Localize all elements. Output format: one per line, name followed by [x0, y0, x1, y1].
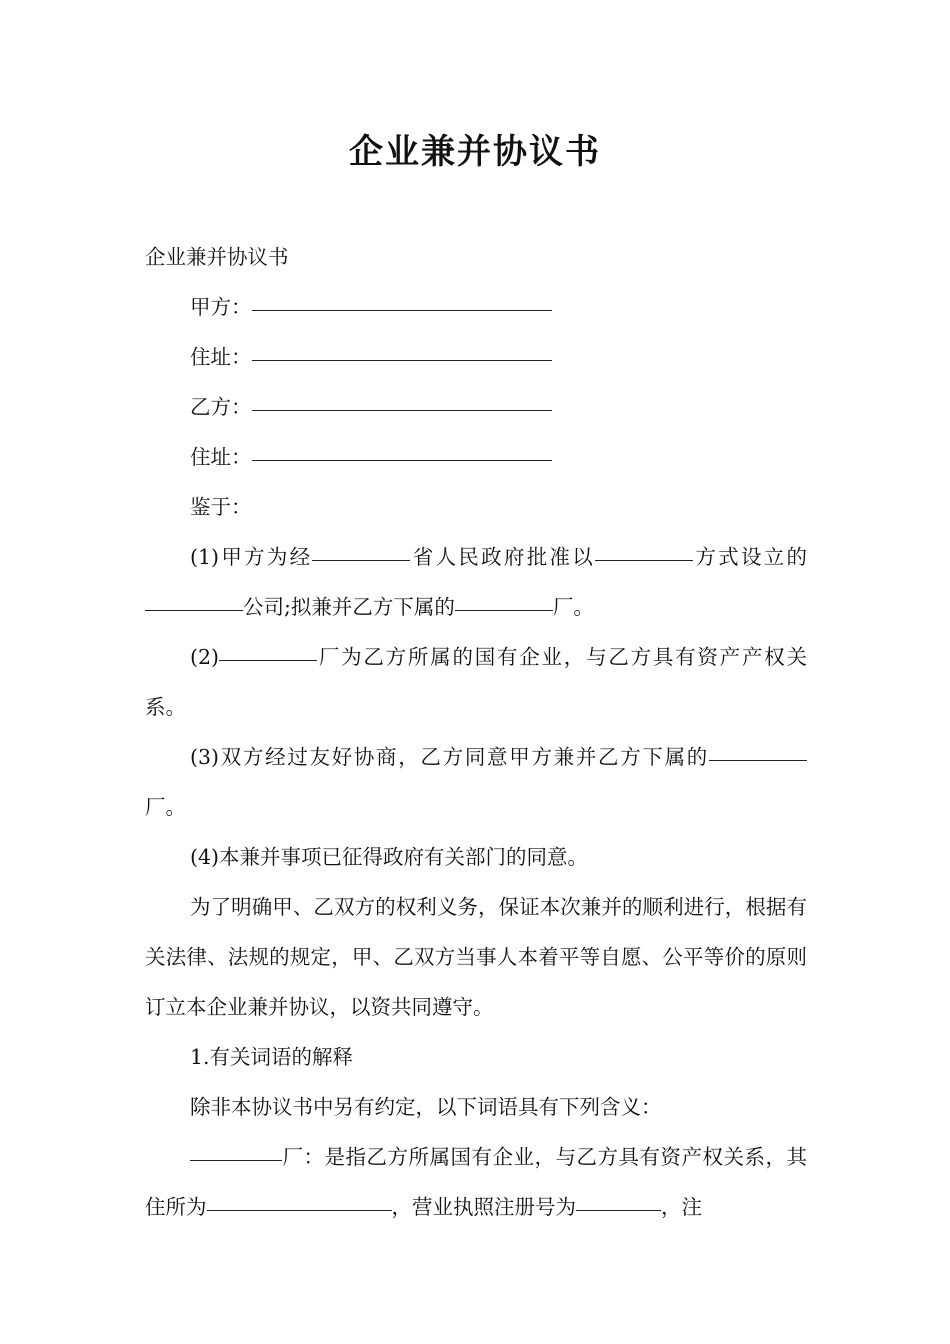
blank: [576, 1210, 661, 1211]
document-title: 企业兼并协议书: [349, 132, 601, 172]
clause-1: [145, 532, 807, 632]
blank: [190, 1160, 282, 1161]
party-b-field: [145, 382, 807, 432]
document-body: [145, 232, 807, 1232]
party-b-blank: [252, 410, 552, 411]
blank: [312, 560, 410, 561]
clause-3-text-a: (3)双方经过友好协商，乙方同意甲方兼并乙方下属的: [190, 745, 709, 769]
clause-3: [145, 732, 807, 832]
party-a-blank: [252, 310, 552, 311]
blank: [207, 1210, 392, 1211]
definition-paragraph: [145, 1132, 807, 1232]
party-a-address-field: [145, 332, 807, 382]
definition-text-a: 厂：是指乙方所属国有企业，与乙方具有资产权关系，其住所为: [145, 1145, 807, 1219]
party-a-address-blank: [252, 360, 552, 361]
section-1-heading: 1.有关词语的解释: [190, 1045, 354, 1069]
blank-continued: [795, 760, 807, 761]
blank: [145, 610, 243, 611]
document-subtitle: 企业兼并协议书: [145, 245, 289, 269]
blank: [709, 760, 795, 761]
clause-4: (4)本兼并事项已征得政府有关部门的同意。: [190, 845, 589, 869]
section-1-intro: 除非本协议书中另有约定，以下词语具有下列含义：: [190, 1095, 662, 1119]
blank: [455, 610, 553, 611]
clause-1-text-a: (1)甲方为经: [190, 545, 313, 569]
blank: [595, 560, 693, 561]
party-a-field: [145, 282, 807, 332]
clause-2-text-a: (2): [190, 645, 220, 669]
purpose-paragraph: 为了明确甲、乙双方的权利义务，保证本次兼并的顺利进行，根据有关法律、法规的规定，甲、乙双方当事人本着平等自愿、公平等价的原则订立本企业兼并协议，以资共同遵守。: [145, 895, 807, 1019]
party-b-address-field: [145, 432, 807, 482]
blank: [219, 660, 317, 661]
clause-1-text-b: 省人民政府批准以: [410, 545, 596, 569]
clause-2-text-b: 厂为乙方所属的国有企业，与乙方具有资产产权关系。: [145, 645, 807, 719]
clause-1-text-c: 方式设立的: [693, 545, 808, 569]
clause-2: [145, 632, 807, 732]
whereas-label: 鉴于：: [190, 495, 252, 519]
field-label: 住址：: [190, 445, 252, 469]
definition-text-c: ，注: [661, 1195, 702, 1219]
clause-1-text-e: 厂。: [552, 595, 594, 619]
field-label: 甲方：: [190, 295, 252, 319]
definition-text-b: ，营业执照注册号为: [391, 1195, 576, 1219]
field-label: 乙方：: [190, 395, 252, 419]
clause-3-text-b: 厂。: [145, 795, 186, 819]
field-label: 住址：: [190, 345, 252, 369]
clause-1-text-d: 公司;拟兼并乙方下属的: [243, 595, 455, 619]
party-b-address-blank: [252, 460, 552, 461]
